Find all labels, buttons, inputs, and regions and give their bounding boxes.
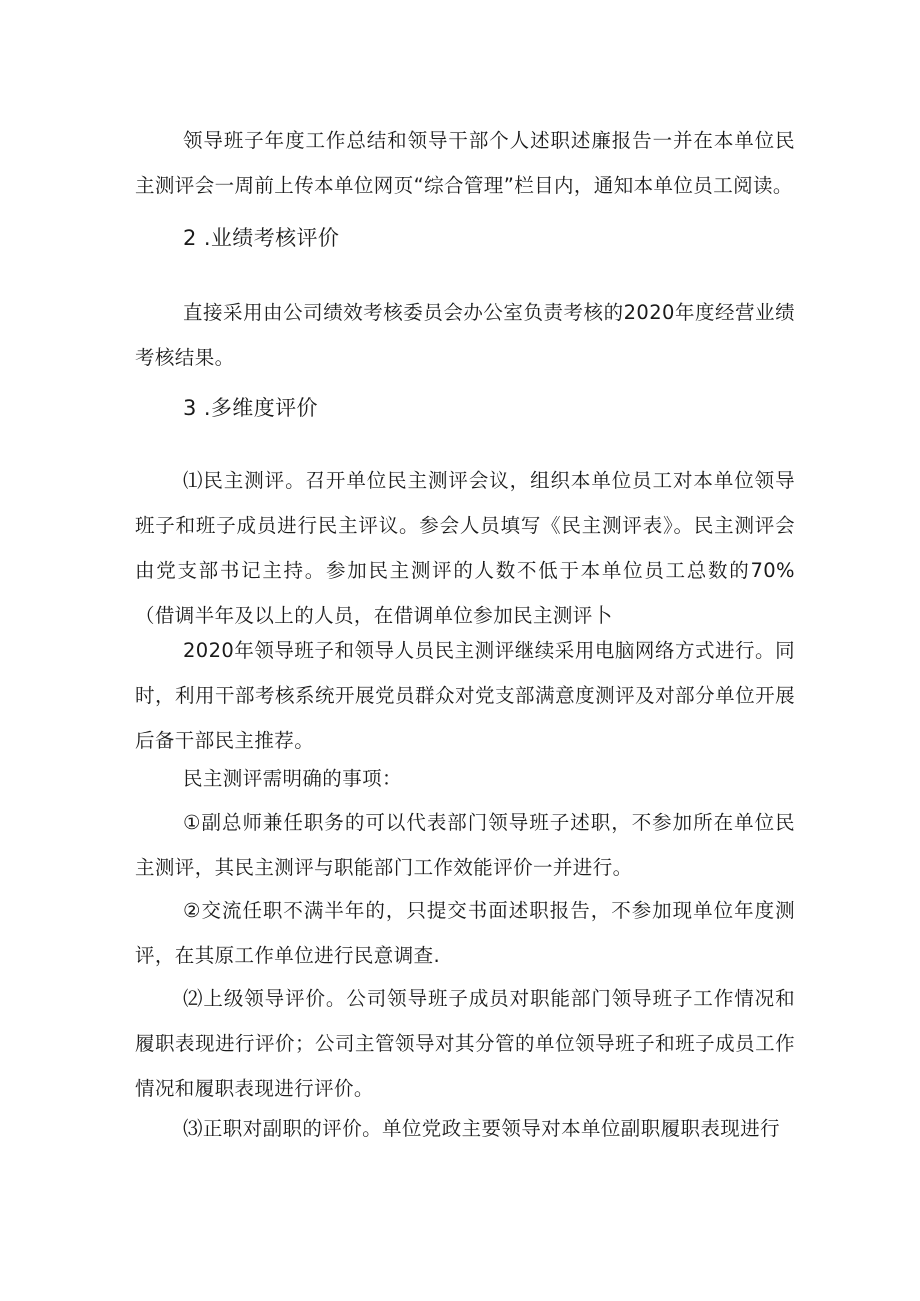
paragraph-item-deputy-chief: ①副总师兼任职务的可以代表部门领导班子述职，不参加所在单位民主测评，其民主测评与职能部门工作效能评价一并进行。 <box>135 811 795 879</box>
paragraph-superior-evaluation: ⑵上级领导评价。公司领导班子成员对职能部门领导班子工作情况和履职表现进行评价；公司主管领导对其分管的单位领导班子和班子成员工作情况和履职表现进行评价。 <box>135 987 795 1100</box>
section-heading-multidimensional: 3 .多维度评价 <box>183 396 318 420</box>
paragraph-principal-evaluation: ⑶正职对副职的评价。单位党政主要领导对本单位副职履职表现进行 <box>183 1117 781 1140</box>
paragraph-evaluation-items-intro: 民主测评需明确的事项： <box>183 767 402 790</box>
paragraph-online-evaluation: 2020年领导班子和领导人员民主测评继续采用电脑网络方式进行。同时，利用干部考核系统开展党员群众对党支部满意度测评及对部分单位开展后备干部民主推荐。 <box>135 639 795 752</box>
paragraph-item-rotation: ②交流任职不满半年的，只提交书面述职报告，不参加现单位年度测评，在其原工作单位进行民意调查. <box>135 899 795 967</box>
paragraph-report-upload: 领导班子年度工作总结和领导干部个人述职述廉报告一并在本单位民主测评会一周前上传本单位网页“综合管理”栏目内，通知本单位员工阅读。 <box>135 129 795 197</box>
section-heading-performance: 2 .业绩考核评价 <box>183 226 340 250</box>
paragraph-democratic-evaluation: ⑴民主测评。召开单位民主测评会议，组织本单位员工对本单位领导班子和班子成员进行民主评议。参会人员填写《民主测评表》。民主测评会由党支部书记主持。参加民主测评的人数不低于本单位员工总数的70%（借调半年及以上的人员，在借调单位参加民主测评卜 <box>135 469 795 627</box>
paragraph-performance-results: 直接采用由公司绩效考核委员会办公室负责考核的2020年度经营业绩考核结果。 <box>135 301 795 369</box>
